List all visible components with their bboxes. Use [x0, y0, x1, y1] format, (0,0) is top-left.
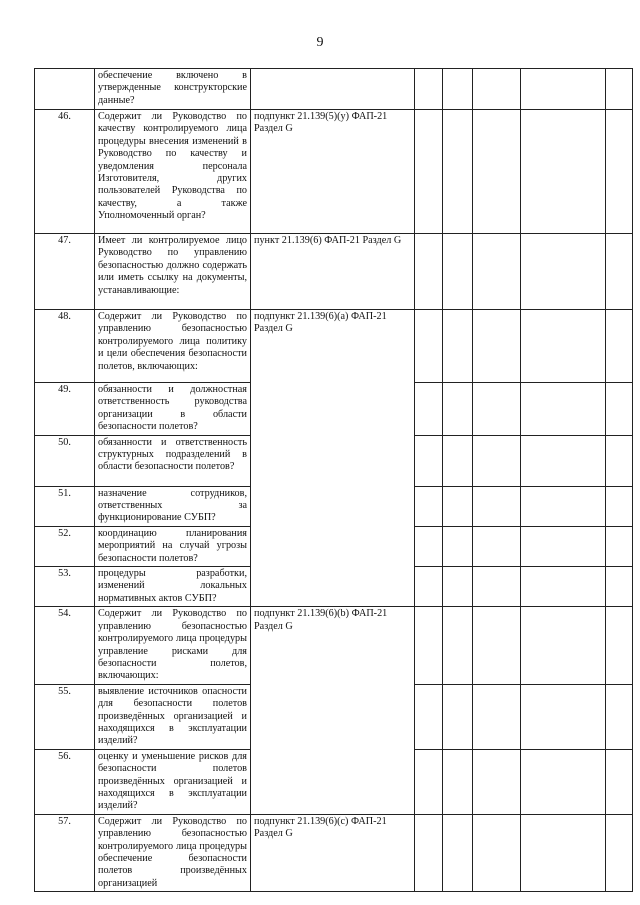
- table-row: [35, 110, 633, 234]
- notes-cell: [521, 234, 606, 310]
- table-row: [35, 607, 633, 684]
- row-number: 54.: [35, 607, 95, 684]
- answer-yes-cell: [415, 383, 443, 436]
- row-number: 49.: [35, 383, 95, 436]
- answer-no-cell: [443, 69, 473, 110]
- answer-na-cell: [473, 69, 521, 110]
- row-number: 57.: [35, 814, 95, 891]
- extra-cell: [606, 310, 633, 383]
- notes-cell: [521, 526, 606, 566]
- extra-cell: [606, 684, 633, 749]
- question-cell: Имеет ли контролируемое лицо Руководство по управлению безопасностью должно содержать или иметь ссылку на документы, устанавливающие:: [95, 234, 251, 310]
- answer-na-cell: [473, 526, 521, 566]
- answer-yes-cell: [415, 486, 443, 526]
- notes-cell: [521, 607, 606, 684]
- answer-no-cell: [443, 749, 473, 814]
- extra-cell: [606, 607, 633, 684]
- notes-cell: [521, 684, 606, 749]
- extra-cell: [606, 749, 633, 814]
- answer-na-cell: [473, 234, 521, 310]
- question-cell: обязанности и должностная ответственность руководства организации в области безопасности полетов?: [95, 383, 251, 436]
- reference-cell: подпункт 21.139(5)(у) ФАП-21 Раздел G: [251, 110, 415, 234]
- extra-cell: [606, 814, 633, 891]
- answer-yes-cell: [415, 814, 443, 891]
- notes-cell: [521, 814, 606, 891]
- question-cell: выявление источников опасности для безопасности полетов произведённых организацией и находящихся в эксплуатации изделий?: [95, 684, 251, 749]
- question-cell: Содержит ли Руководство по качеству контролируемого лица процедуры внесения изменений в Руководство по качеству и уведомления персонала Изготовителя, других пользователей Руководства по качеству, а также Уполномоченный орган?: [95, 110, 251, 234]
- answer-no-cell: [443, 526, 473, 566]
- row-number: 56.: [35, 749, 95, 814]
- row-number: [35, 69, 95, 110]
- table-row: [35, 234, 633, 310]
- reference-cell: подпункт 21.139(6)(b) ФАП-21 Раздел G: [251, 607, 415, 815]
- row-number: 53.: [35, 567, 95, 607]
- question-cell: координацию планирования мероприятий на случай угрозы безопасности полетов?: [95, 526, 251, 566]
- notes-cell: [521, 110, 606, 234]
- question-cell: Содержит ли Руководство по управлению безопасностью контролируемого лица процедуры управление рисками для безопасности полетов, включающих:: [95, 607, 251, 684]
- question-cell: процедуры разработки, изменений локальных нормативных актов СУБП?: [95, 567, 251, 607]
- answer-no-cell: [443, 814, 473, 891]
- answer-no-cell: [443, 234, 473, 310]
- notes-cell: [521, 69, 606, 110]
- table-row: [35, 814, 633, 891]
- question-cell: Содержит ли Руководство по управлению безопасностью контролируемого лица политику и цели обеспечения безопасности полетов, включающих:: [95, 310, 251, 383]
- table-row: [35, 310, 633, 383]
- extra-cell: [606, 435, 633, 486]
- answer-na-cell: [473, 310, 521, 383]
- reference-cell: пункт 21.139(6) ФАП-21 Раздел G: [251, 234, 415, 310]
- notes-cell: [521, 486, 606, 526]
- answer-yes-cell: [415, 607, 443, 684]
- notes-cell: [521, 749, 606, 814]
- answer-yes-cell: [415, 69, 443, 110]
- question-cell: обеспечение включено в утвержденные конструкторские данные?: [95, 69, 251, 110]
- table-row: [35, 69, 633, 110]
- row-number: 50.: [35, 435, 95, 486]
- reference-cell: подпункт 21.139(6)(с) ФАП-21 Раздел G: [251, 814, 415, 891]
- answer-no-cell: [443, 607, 473, 684]
- page-number: 9: [316, 35, 324, 50]
- answer-no-cell: [443, 486, 473, 526]
- answer-yes-cell: [415, 684, 443, 749]
- answer-no-cell: [443, 383, 473, 436]
- answer-no-cell: [443, 435, 473, 486]
- row-number: 51.: [35, 486, 95, 526]
- extra-cell: [606, 486, 633, 526]
- answer-na-cell: [473, 486, 521, 526]
- answer-na-cell: [473, 110, 521, 234]
- answer-no-cell: [443, 310, 473, 383]
- answer-na-cell: [473, 435, 521, 486]
- answer-yes-cell: [415, 567, 443, 607]
- answer-na-cell: [473, 607, 521, 684]
- extra-cell: [606, 69, 633, 110]
- reference-cell: [251, 69, 415, 110]
- question-cell: назначение сотрудников, ответственных за функционирование СУБП?: [95, 486, 251, 526]
- answer-yes-cell: [415, 234, 443, 310]
- answer-yes-cell: [415, 749, 443, 814]
- extra-cell: [606, 110, 633, 234]
- answer-yes-cell: [415, 310, 443, 383]
- answer-na-cell: [473, 749, 521, 814]
- row-number: 46.: [35, 110, 95, 234]
- question-cell: оценку и уменьшение рисков для безопасности полетов произведённых организацией и находящихся в эксплуатации изделий?: [95, 749, 251, 814]
- answer-no-cell: [443, 567, 473, 607]
- row-number: 48.: [35, 310, 95, 383]
- extra-cell: [606, 383, 633, 436]
- answer-no-cell: [443, 110, 473, 234]
- notes-cell: [521, 435, 606, 486]
- extra-cell: [606, 526, 633, 566]
- extra-cell: [606, 234, 633, 310]
- notes-cell: [521, 383, 606, 436]
- answer-no-cell: [443, 684, 473, 749]
- answer-na-cell: [473, 383, 521, 436]
- answer-na-cell: [473, 814, 521, 891]
- checklist-table: [34, 68, 633, 892]
- answer-yes-cell: [415, 526, 443, 566]
- answer-na-cell: [473, 567, 521, 607]
- row-number: 55.: [35, 684, 95, 749]
- question-cell: обязанности и ответственность структурных подразделений в области безопасности полетов?: [95, 435, 251, 486]
- reference-cell: подпункт 21.139(6)(а) ФАП-21 Раздел G: [251, 310, 415, 607]
- question-cell: Содержит ли Руководство по управлению безопасностью контролируемого лица процедуры обеспечение безопасности полетов произведённых организацией: [95, 814, 251, 891]
- answer-yes-cell: [415, 435, 443, 486]
- extra-cell: [606, 567, 633, 607]
- answer-na-cell: [473, 684, 521, 749]
- notes-cell: [521, 310, 606, 383]
- notes-cell: [521, 567, 606, 607]
- row-number: 47.: [35, 234, 95, 310]
- row-number: 52.: [35, 526, 95, 566]
- answer-yes-cell: [415, 110, 443, 234]
